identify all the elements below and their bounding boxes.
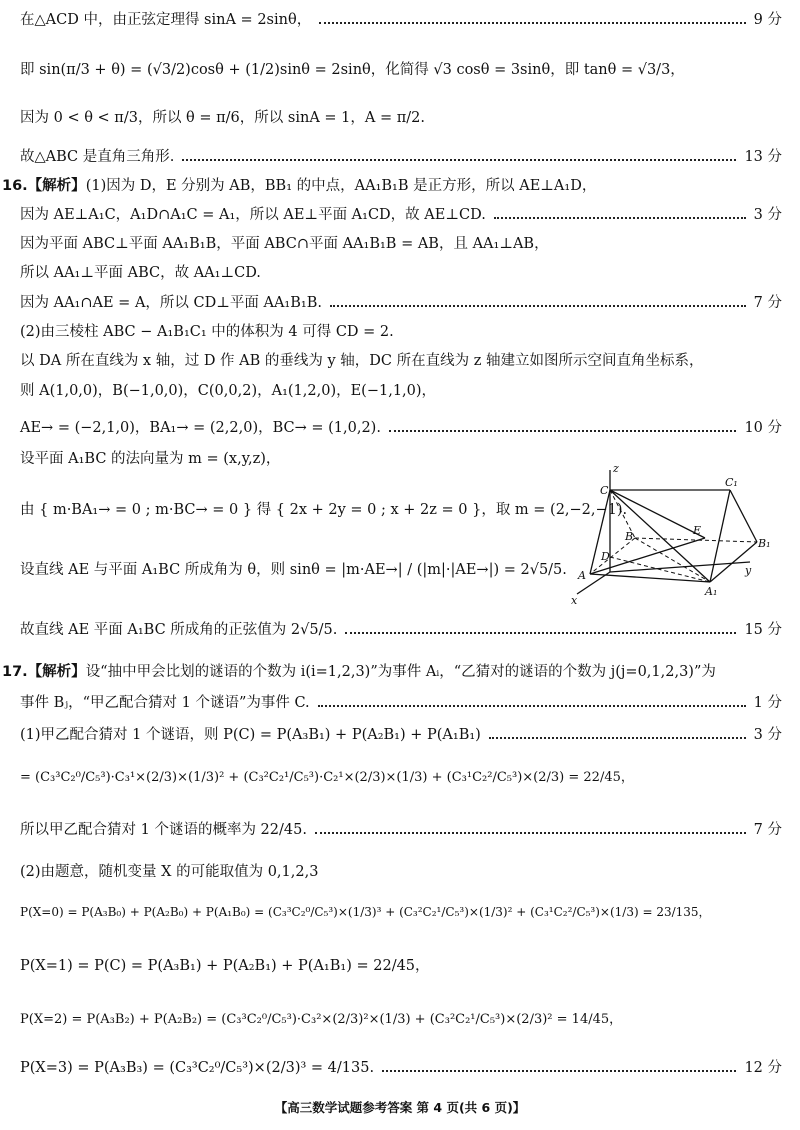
line-text: P(X=1) = P(C) = P(A₃B₁) + P(A₂B₁) + P(A₁B₁) = 22/45， (20, 958, 430, 974)
line-text: = (C₃³C₂⁰/C₅³)·C₃¹×(2/3)×(1/3)² + (C₃²C₂¹/C₅³)·C₂¹×(2/3)×(1/3) + (C₃¹C₂²/C₅³)×(2/3) = 22/45， (20, 770, 634, 785)
line-3 (20, 108, 782, 128)
line-24 (20, 902, 782, 922)
line-27 (20, 1058, 782, 1078)
line-text: 事件 Bⱼ，“甲乙配合猜对 1 个谜语”为事件 C. (20, 695, 310, 711)
score: 13 分 (744, 149, 782, 165)
line-text: AE→ = (−2,1,0)，BA₁→ = (2,2,0)，BC→ = (1,0,2). (20, 420, 381, 436)
line-text: 因为 0 < θ < π/3，所以 θ = π/6，所以 sinA = 1，A = π/2. (20, 110, 425, 126)
line-text: (1)因为 D，E 分别为 AB，BB₁ 的中点，AA₁B₁B 是正方形，所以 AE⊥A₁D， (85, 178, 597, 194)
line-text: 即 sin(π/3 + θ) = (√3/2)cosθ + (1/2)sinθ = 2sinθ，化简得 √3 cosθ = 3sinθ，即 tanθ = √3/3， (20, 62, 685, 78)
score: 15 分 (744, 622, 782, 638)
score: 3 分 (753, 727, 782, 743)
line-text: 因为平面 ABC⊥平面 AA₁B₁B，平面 ABC∩平面 AA₁B₁B = AB，且 AA₁⊥AB， (20, 236, 549, 252)
score: 9 分 (753, 12, 782, 28)
line-13 (20, 418, 782, 438)
line-text: 因为 AA₁∩AE = A，所以 CD⊥平面 AA₁B₁B. (20, 295, 322, 311)
score: 3 分 (753, 207, 782, 223)
line-26 (20, 1010, 782, 1030)
score: 1 分 (753, 695, 782, 711)
line-16 (20, 560, 567, 580)
label-A1: A₁ (705, 585, 718, 598)
line-text: 设平面 A₁BC 的法向量为 m = (x,y,z)， (20, 451, 281, 467)
dot-leader (489, 737, 746, 739)
line-text: P(X=2) = P(A₃B₂) + P(A₂B₂) = (C₃³C₂⁰/C₅³)·C₃²×(2/3)²×(1/3) + (C₃²C₂¹/C₅³)×(2/3)² = 14/45， (20, 1012, 623, 1027)
line-11 (20, 351, 782, 371)
label-C: C (600, 484, 609, 497)
line-text: 由 { m·BA₁→ = 0 ; m·BC→ = 0 } 得 { 2x + 2y = 0 ; x + 2z = 0 }，取 m = (2,−2,−1). (20, 502, 628, 518)
line-2 (20, 60, 782, 80)
label-B: B (625, 530, 634, 543)
dot-leader (345, 632, 736, 634)
label-D: D (601, 550, 610, 563)
line-12 (20, 381, 782, 401)
line-6 (20, 205, 782, 225)
line-text: (2)由题意，随机变量 X 的可能取值为 0,1,2,3 (20, 864, 319, 880)
label-E: E (693, 524, 702, 537)
dot-leader (315, 832, 746, 834)
line-text: 以 DA 所在直线为 x 轴，过 D 作 AB 的垂线为 y 轴，DC 所在直线为 z 轴建立如图所示空间直角坐标系， (20, 353, 704, 369)
line-text: 因为 AE⊥A₁C，A₁D∩A₁C = A₁，所以 AE⊥平面 A₁CD，故 AE⊥CD. (20, 207, 486, 223)
label-y: y (745, 564, 752, 577)
line-23 (20, 862, 782, 882)
line-text: 故直线 AE 平面 A₁BC 所成角的正弦值为 2√5/5. (20, 622, 338, 638)
line-17 (20, 620, 782, 640)
dot-leader (318, 705, 746, 707)
line-18 (2, 662, 782, 682)
line-9 (20, 293, 782, 313)
line-text: (1)甲乙配合猜对 1 个谜语，则 P(C) = P(A₃B₁) + P(A₂B₁) + P(A₁B₁) (20, 727, 481, 743)
line-1 (20, 10, 782, 30)
line-text: 设“抽中甲会比划的谜语的个数为 i(i=1,2,3)”为事件 Aᵢ，“乙猜对的谜语的个数为 j(j=0,1,2,3)”为 (85, 664, 716, 680)
line-25 (20, 956, 782, 976)
line-text: P(X=0) = P(A₃B₀) + P(A₂B₀) + P(A₁B₀) = (C₃³C₂⁰/C₅³)×(1/3)³ + (C₃²C₂¹/C₅³)×(1/3)² + (C₃¹C₂²/C₅³)×(1/3) = 23/135， (20, 905, 711, 919)
score: 10 分 (744, 420, 782, 436)
score: 12 分 (744, 1060, 782, 1076)
edge-BA1 (635, 538, 710, 582)
line-15 (20, 500, 628, 520)
line-8 (20, 263, 782, 283)
line-text: (2)由三棱柱 ABC − A₁B₁C₁ 中的体积为 4 可得 CD = 2. (20, 324, 394, 340)
line-7 (20, 234, 782, 254)
line-text: P(X=3) = P(A₃B₃) = (C₃³C₂⁰/C₅³)×(2/3)³ = 4/135. (20, 1060, 375, 1076)
score: 7 分 (753, 295, 782, 311)
label-B1: B₁ (758, 537, 771, 550)
line-text: 所以 AA₁⊥平面 ABC，故 AA₁⊥CD. (20, 265, 261, 281)
section-tag: 16.【解析】 (2, 178, 86, 194)
line-text: 则 A(1,0,0)，B(−1,0,0)，C(0,0,2)，A₁(1,2,0)，E(−1,1,0)， (20, 383, 437, 399)
line-21 (20, 768, 782, 788)
dot-leader (319, 22, 745, 24)
line-4 (20, 147, 782, 167)
line-10 (20, 322, 782, 342)
y-axis (610, 562, 750, 572)
prism-figure (565, 462, 775, 607)
label-z: z (613, 462, 619, 475)
line-20 (20, 725, 782, 745)
dot-leader (382, 1070, 736, 1072)
line-22 (20, 820, 782, 840)
line-text: 所以甲乙配合猜对 1 个谜语的概率为 22/45. (20, 822, 307, 838)
label-C1: C₁ (725, 476, 738, 489)
label-A: A (578, 569, 586, 582)
score: 7 分 (753, 822, 782, 838)
dot-leader (494, 217, 746, 219)
label-x: x (571, 594, 578, 607)
line-text: 故△ABC 是直角三角形. (20, 149, 175, 165)
page-footer: 【高三数学试题参考答案 第 4 页(共 6 页)】 (274, 1100, 526, 1115)
line-text: 设直线 AE 与平面 A₁BC 所成角为 θ，则 sinθ = |m·AE→| / (|m|·|AE→|) = 2√5/5. (20, 562, 567, 578)
line-text: 在△ACD 中，由正弦定理得 sinA = 2sinθ， (20, 12, 312, 28)
dot-leader (389, 430, 736, 432)
dot-leader (330, 305, 746, 307)
line-5 (2, 176, 782, 196)
edge-C1B1 (730, 490, 757, 542)
line-19 (20, 693, 782, 713)
section-tag: 17.【解析】 (2, 664, 86, 680)
dot-leader (182, 159, 736, 161)
